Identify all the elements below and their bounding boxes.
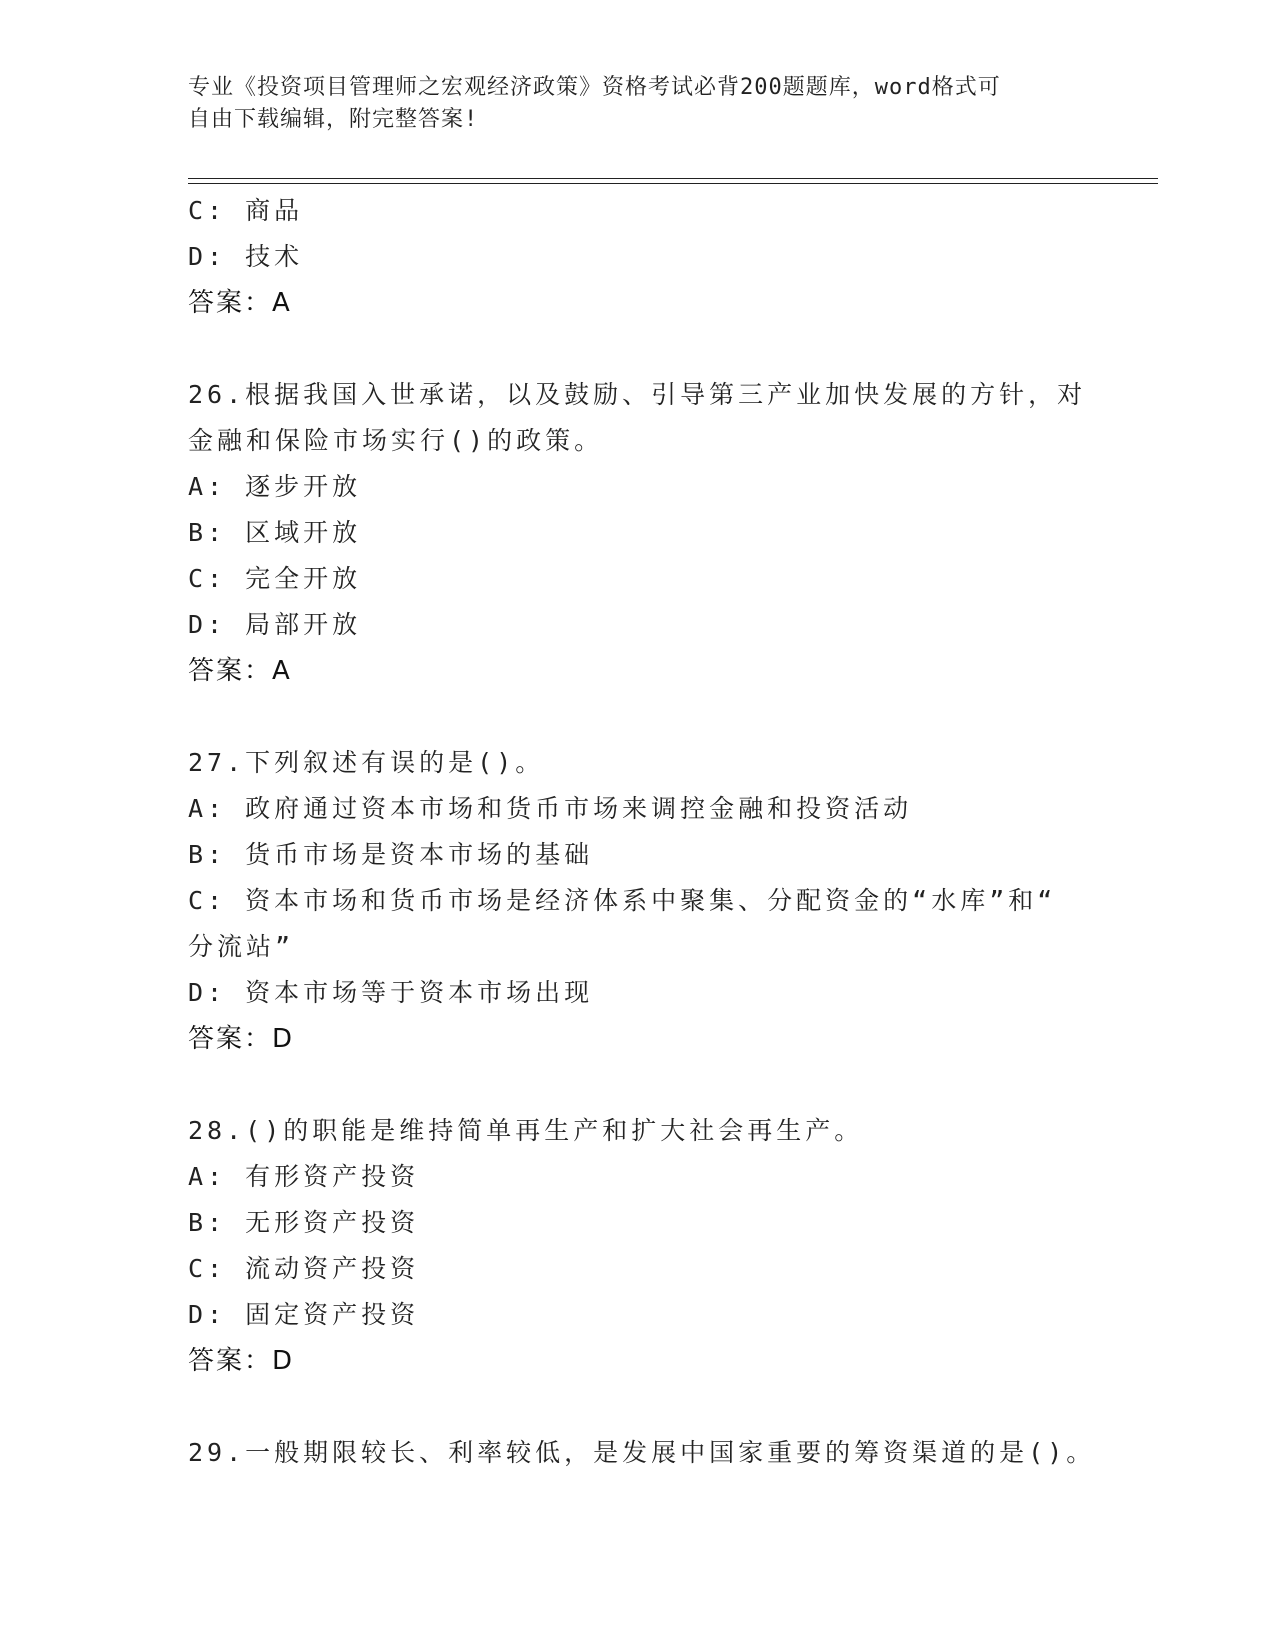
option-c: C: 完全开放	[188, 564, 362, 593]
answer-line: 答案：D	[188, 1346, 295, 1376]
question-25-tail	[188, 188, 1088, 326]
option-b: B: 无形资产投资	[188, 1208, 420, 1237]
question-stem-line-1: 26.根据我国入世承诺，以及鼓励、引导第三产业加快发展的方针，对	[188, 380, 1087, 409]
option-d: D: 局部开放	[188, 610, 362, 639]
option-b: B: 货币市场是资本市场的基础	[188, 840, 594, 869]
question-27	[188, 740, 1088, 1062]
option-c-line-1: C: 资本市场和货币市场是经济体系中聚集、分配资金的“水库”和“	[188, 886, 1057, 915]
question-26	[188, 372, 1088, 694]
header-divider-bottom	[188, 183, 1158, 184]
question-list	[188, 188, 1096, 1476]
header-divider-top	[188, 178, 1158, 179]
question-stem: 29.一般期限较长、利率较低，是发展中国家重要的筹资渠道的是()。	[188, 1438, 1096, 1467]
option-a: A: 逐步开放	[188, 472, 362, 501]
option-c: C: 流动资产投资	[188, 1254, 420, 1283]
option-d: D: 固定资产投资	[188, 1300, 420, 1329]
document-header	[188, 72, 1088, 136]
answer-line: 答案：A	[188, 288, 292, 318]
document-page	[188, 0, 1158, 1650]
option-a: A: 政府通过资本市场和货币市场来调控金融和投资活动	[188, 794, 913, 823]
spacer	[188, 1062, 1088, 1108]
header-title-line-2: 自由下载编辑，附完整答案!	[188, 107, 479, 132]
answer-line: 答案：A	[188, 656, 292, 686]
spacer	[188, 326, 1088, 372]
question-stem-line-2: 金融和保险市场实行()的政策。	[188, 426, 604, 455]
header-title-line-1: 专业《投资项目管理师之宏观经济政策》资格考试必背200题题库，word格式可	[188, 75, 1001, 100]
question-29	[188, 1430, 1096, 1476]
question-stem: 28.()的职能是维持简单再生产和扩大社会再生产。	[188, 1116, 864, 1145]
question-28	[188, 1108, 1088, 1384]
option-a: A: 有形资产投资	[188, 1162, 420, 1191]
option-c-line-2: 分流站”	[188, 932, 295, 961]
answer-line: 答案：D	[188, 1024, 295, 1054]
spacer	[188, 694, 1088, 740]
option-d: D: 资本市场等于资本市场出现	[188, 978, 594, 1007]
spacer	[188, 1384, 1088, 1430]
option-b: B: 区域开放	[188, 518, 362, 547]
option-c: C: 商品	[188, 196, 304, 225]
option-d: D: 技术	[188, 242, 304, 271]
question-stem: 27.下列叙述有误的是()。	[188, 748, 545, 777]
